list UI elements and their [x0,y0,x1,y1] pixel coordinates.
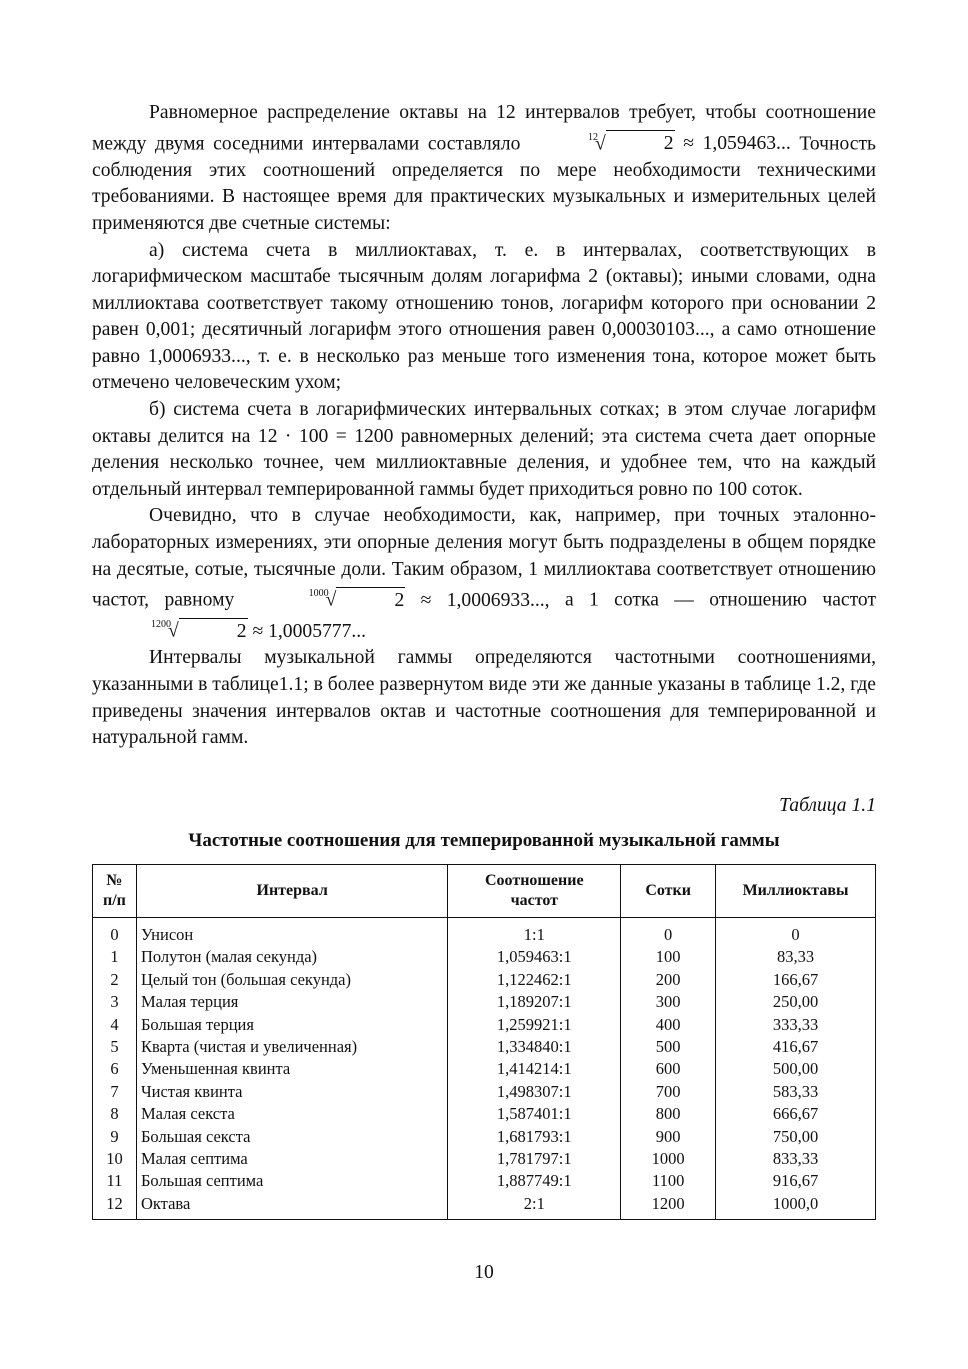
row-number: 0 [93,918,137,947]
row-number: 1 [93,946,137,968]
millioctave-value: 1000,0 [716,1193,876,1220]
table-row [93,1036,876,1058]
paragraph-3-text-b: равномерных делений; эта система счета дает опорные деления несколько точнее, чем миллиоктавные деления, и удобнее тем, что на каждый отдельный интервал темперированной гаммы будет приходиться ровно по 100 соток. [92,425,876,500]
interval-name: Унисон [136,918,447,947]
table-row [93,1103,876,1125]
table-row [93,1193,876,1220]
cents-value: 100 [621,946,716,968]
paragraph-4-text-b: а 1 сотка — отношению частот [549,589,877,611]
table-header-row [93,865,876,918]
interval-name: Большая септима [136,1170,447,1192]
root-value: ≈ 1,0005777... [247,620,367,642]
table-row [93,1148,876,1170]
interval-name: Малая терция [136,991,447,1013]
paragraph-5: Интервалы музыкальной гаммы определяются частотными соотношениями, указанными в таблице1.1; в более развернутом виде эти же данные указаны в таблице 1.2, где приведены значения интервалов октав и частотные соотношения для темперированной и натуральной гамм. [92,647,876,749]
root-1000-formula: $^{1000}$√ 2 ≈ 1,0006933..., [250,590,550,611]
paragraph-1 [92,100,876,238]
millioctave-value: 666,67 [716,1103,876,1125]
header-cents: Сотки [621,865,716,918]
millioctave-value: 500,00 [716,1058,876,1080]
millioctave-value: 166,67 [716,969,876,991]
paragraph-4-text: Очевидно, что в случае необходимости, как, например, при точных эталонно-лабораторных измерениях, эти опорные деления могут быть подразделены в общем порядке на десятые, сотые, тысячные доли. Таким образом, 1 миллиоктава соответствует отношению частот, равному [92,505,876,611]
paragraph-3 [92,397,876,503]
table-row [93,991,876,1013]
frequency-ratio: 1:1 [448,918,621,947]
frequency-ratio: 1,059463:1 [448,946,621,968]
interval-name: Малая секста [136,1103,447,1125]
table-row [93,918,876,947]
millioctave-value: 83,33 [716,946,876,968]
interval-name: Малая септима [136,1148,447,1170]
millioctave-value: 583,33 [716,1081,876,1103]
interval-name: Чистая квинта [136,1081,447,1103]
cents-value: 1200 [621,1193,716,1220]
row-number: 2 [93,969,137,991]
frequency-ratio: 1,259921:1 [448,1014,621,1036]
millioctave-value: 916,67 [716,1170,876,1192]
paragraph-4 [92,503,876,645]
frequency-ratio: 1,887749:1 [448,1170,621,1192]
cents-value: 600 [621,1058,716,1080]
octave-division-formula: 12 · 100 = 1200 [257,425,394,447]
interval-name: Полутон (малая секунда) [136,946,447,968]
row-number: 7 [93,1081,137,1103]
table-row [93,1081,876,1103]
paragraph-3-text: б) система счета в логарифмических интервальных сотках; в этом случае логарифм октавы делится на [92,399,876,447]
frequency-ratio: 1,681793:1 [448,1126,621,1148]
interval-name: Целый тон (большая секунда) [136,969,447,991]
table-row [93,946,876,968]
paragraph-2: а) система счета в миллиоктавах, т. е. в интервалах, соответствующих в логарифмическом масштабе тысячным долям логарифма 2 (октавы); иными словами, одна миллиоктава соответствует такому отношению тонов, логарифм которого при основании 2 равен 0,001; десятичный логарифм этого отношения равен 0,00030103..., а само отношение равно 1,0006933..., т. е. в несколько раз меньше того изменения тона, которое может быть отмечено человеческим ухом; [92,239,876,394]
root-base: 2 [606,130,675,158]
header-interval: Интервал [136,865,447,918]
frequency-ratio: 1,122462:1 [448,969,621,991]
interval-name: Кварта (чистая и увеличенная) [136,1036,447,1058]
row-number: 3 [93,991,137,1013]
root-base: 2 [336,587,405,615]
cents-value: 0 [621,918,716,947]
root-value: ≈ 1,059463... [674,133,791,155]
millioctave-value: 833,33 [716,1148,876,1170]
root-index: 12 [588,131,598,143]
row-number: 9 [93,1126,137,1148]
cents-value: 200 [621,969,716,991]
frequency-ratio: 1,781797:1 [448,1148,621,1170]
page-number: 10 [474,1262,494,1283]
cents-value: 400 [621,1014,716,1036]
millioctave-value: 250,00 [716,991,876,1013]
body-text [92,100,876,752]
paragraph-1-text-b: Точность соблюдения этих соотношений определяется по мере необходимости техническими требованиями. В настоящее время для практических музыкальных и измерительных целей применяются две счетные системы: [92,133,876,234]
cents-value: 1000 [621,1148,716,1170]
table-title: Частотные соотношения для темперированной музыкальной гаммы [188,830,780,851]
cents-value: 1100 [621,1170,716,1192]
cents-value: 900 [621,1126,716,1148]
cents-value: 700 [621,1081,716,1103]
root-1200-formula: $^{1200}$√ 2 ≈ 1,0005777... [92,621,366,642]
interval-name: Октава [136,1193,447,1220]
row-number: 10 [93,1148,137,1170]
table-caption: Таблица 1.1 [779,795,876,816]
row-number: 5 [93,1036,137,1058]
frequency-ratio: 1,498307:1 [448,1081,621,1103]
frequency-ratio: 1,334840:1 [448,1036,621,1058]
row-number: 8 [93,1103,137,1125]
paragraph-1-text: Равномерное распределение октавы на 12 интервалов требует, чтобы соотношение между двумя соседними интервалами составляло [92,102,876,155]
table-row [93,1014,876,1036]
table-row [93,969,876,991]
millioctave-value: 333,33 [716,1014,876,1036]
table-row [93,1058,876,1080]
cents-value: 500 [621,1036,716,1058]
frequency-ratio: 2:1 [448,1193,621,1220]
header-ratio: Соотношение частот [448,865,621,918]
frequency-ratio-table [92,864,876,1220]
interval-name: Уменьшенная квинта [136,1058,447,1080]
root-index: 1200 [151,619,171,631]
millioctave-value: 750,00 [716,1126,876,1148]
frequency-ratio: 1,414214:1 [448,1058,621,1080]
header-number: № п/п [93,865,137,918]
row-number: 12 [93,1193,137,1220]
root-12-formula: $^{12}$√ 2 ≈ 1,059463... [529,133,791,154]
table-row [93,1170,876,1192]
cents-value: 300 [621,991,716,1013]
table-row [93,1126,876,1148]
millioctave-value: 0 [716,918,876,947]
root-base: 2 [179,618,248,646]
root-index: 1000 [308,588,329,600]
header-millioctaves: Миллиоктавы [716,865,876,918]
frequency-ratio: 1,189207:1 [448,991,621,1013]
interval-name: Большая секста [136,1126,447,1148]
row-number: 11 [93,1170,137,1192]
frequency-ratio: 1,587401:1 [448,1103,621,1125]
row-number: 4 [93,1014,137,1036]
interval-name: Большая терция [136,1014,447,1036]
cents-value: 800 [621,1103,716,1125]
millioctave-value: 416,67 [716,1036,876,1058]
row-number: 6 [93,1058,137,1080]
root-value: ≈ 1,0006933..., [405,589,550,611]
